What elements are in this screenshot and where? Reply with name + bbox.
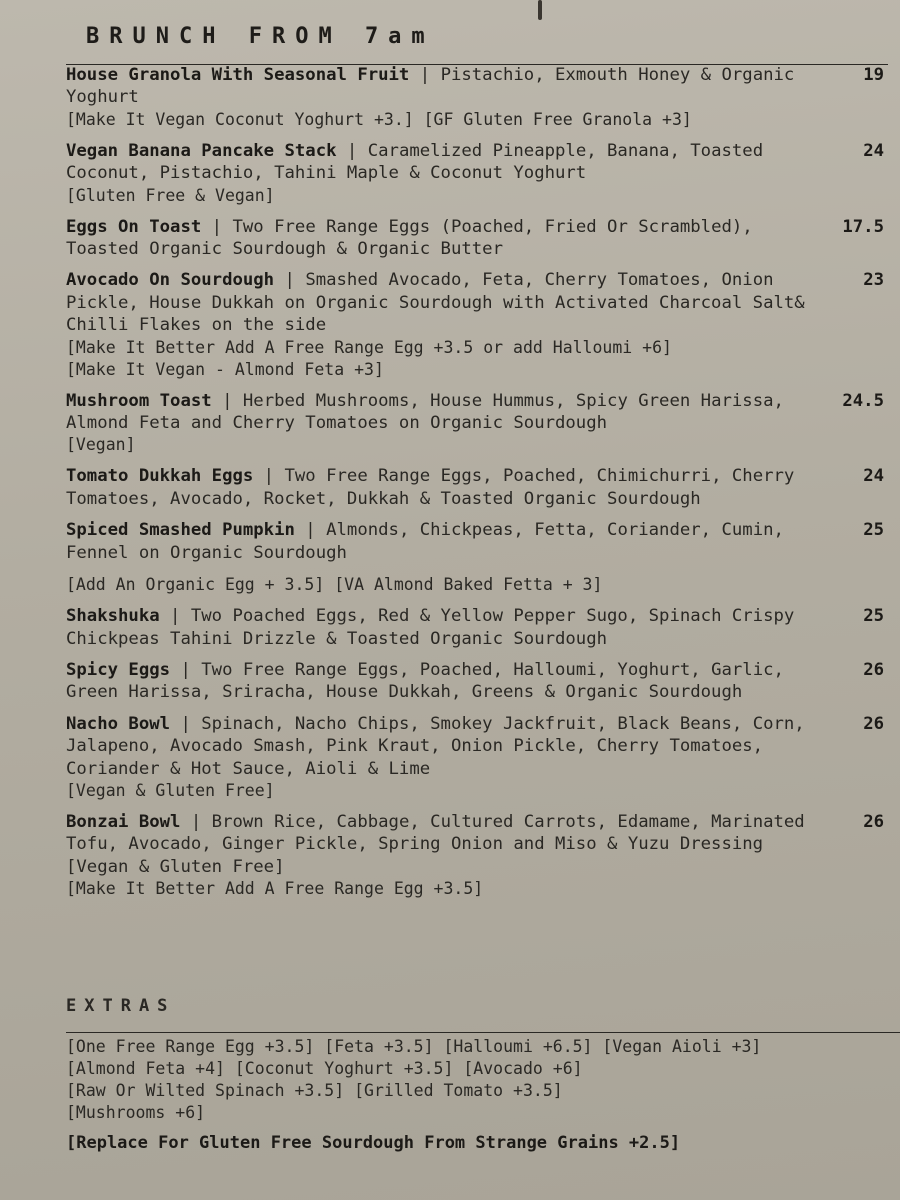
menu-item-note: [Gluten Free & Vegan] (66, 185, 275, 205)
menu-item-description: Two Free Range Eggs, Poached, Chimichurri, Cherry Tomatoes, Avocado, Rocket, Dukkah & Toasted Organic Sourdough (66, 466, 795, 509)
menu-item-price: 17.5 (842, 216, 884, 237)
name-separator: | (159, 606, 191, 627)
menu-item (66, 390, 900, 457)
menu-item-text (66, 811, 806, 878)
menu-item-name: Bonzai Bowl (66, 811, 181, 832)
menu-item-text (66, 64, 806, 109)
menu-item-price: 25 (863, 520, 884, 541)
menu-item (66, 605, 900, 650)
menu-item-price: 23 (863, 270, 884, 291)
menu-item (66, 269, 900, 380)
name-separator: | (170, 659, 202, 680)
menu-item (66, 465, 900, 510)
name-separator: | (336, 140, 368, 161)
menu-item-note: [Vegan] (66, 435, 136, 455)
menu-item (66, 811, 900, 900)
menu-item-name: Mushroom Toast (66, 390, 212, 411)
menu-item-note: [Add An Organic Egg + 3.5] [VA Almond Baked Fetta + 3] (66, 575, 603, 595)
menu-item-price: 24.5 (842, 390, 884, 411)
menu-item-text (66, 216, 806, 261)
menu-item-name: Vegan Banana Pancake Stack (66, 140, 337, 161)
paper-tear-mark (538, 0, 542, 20)
menu-item (66, 216, 900, 261)
menu-item-description: Spinach, Nacho Chips, Smokey Jackfruit, Black Beans, Corn, Jalapeno, Avocado Smash, Pink Kraut, Onion Pickle, Cherry Tomatoes, Coriander & Hot Sauce, Aioli & Lime (66, 713, 805, 779)
menu-item-description: Caramelized Pineapple, Banana, Toasted Coconut, Pistachio, Tahini Maple & Coconut Yoghurt (66, 140, 764, 184)
menu-item (66, 64, 900, 131)
menu-item-text (66, 659, 806, 704)
menu-item-text (66, 140, 806, 185)
menu-item-text (66, 390, 806, 435)
name-separator: | (201, 216, 233, 237)
gluten-free-replace-note: [Replace For Gluten Free Sourdough From Strange Grains +2.5] (66, 1133, 681, 1153)
menu-item-description: Smashed Avocado, Feta, Cherry Tomatoes, Onion Pickle, House Dukkah on Organic Sourdough with Activated Charcoal Salt& Chilli Flakes on the side (66, 270, 805, 336)
menu-item-description: Brown Rice, Cabbage, Cultured Carrots, Edamame, Marinated Tofu, Avocado, Ginger Pickle, Spring Onion and Miso & Yuzu Dressing [Vegan & Gluten Free] (66, 811, 805, 877)
menu-item-description: Two Free Range Eggs (Poached, Fried Or Scrambled), Toasted Organic Sourdough & Organic Butter (66, 216, 753, 260)
menu-item-name: Shakshuka (66, 606, 160, 627)
menu-item-description: Pistachio, Exmouth Honey & Organic Yoghurt (66, 65, 795, 108)
menu-item-note: [Make It Vegan Coconut Yoghurt +3.] [GF Gluten Free Granola +3] (66, 109, 692, 129)
menu-item-list (66, 64, 900, 909)
menu-item-name: Spicy Eggs (66, 659, 171, 680)
menu-item-name: House Granola With Seasonal Fruit (66, 65, 410, 85)
menu-item-description: Two Free Range Eggs, Poached, Halloumi, Yoghurt, Garlic, Green Harissa, Sriracha, House Dukkah, Greens & Organic Sourdough (66, 659, 784, 703)
menu-item-note: [Vegan & Gluten Free] (66, 780, 275, 800)
menu-item-description: Herbed Mushrooms, House Hummus, Spicy Green Harissa, Almond Feta and Cherry Tomatoes on Organic Sourdough (66, 390, 784, 434)
menu-item-price: 24 (863, 140, 884, 161)
menu-item-note: [Make It Better Add A Free Range Egg +3.5 or add Halloumi +6] [Make It Vegan - Almond Feta +3] (66, 337, 672, 379)
menu-item-description: Almonds, Chickpeas, Fetta, Coriander, Cumin, Fennel on Organic Sourdough (66, 520, 784, 563)
menu-title: BRUNCH FROM 7am (86, 24, 435, 49)
menu-item (66, 659, 900, 704)
name-separator: | (294, 520, 327, 541)
menu-item-name: Eggs On Toast (66, 216, 202, 237)
extras-title: EXTRAS (66, 996, 176, 1016)
menu-item-price: 26 (863, 811, 884, 832)
menu-item-description: Two Poached Eggs, Red & Yellow Pepper Sugo, Spinach Crispy Chickpeas Tahini Drizzle & Toasted Organic Sourdough (66, 606, 795, 649)
menu-item (66, 519, 900, 596)
menu-item-price: 24 (863, 466, 884, 487)
name-separator: | (180, 811, 212, 832)
menu-item-name: Spiced Smashed Pumpkin (66, 520, 295, 541)
name-separator: | (170, 713, 202, 734)
name-separator: | (274, 270, 306, 291)
menu-item-text (66, 465, 806, 510)
menu-item-note: [Make It Better Add A Free Range Egg +3.5] (66, 879, 484, 899)
extras-divider (66, 1032, 900, 1033)
menu-item-price: 26 (863, 713, 884, 734)
menu-item-name: Avocado On Sourdough (66, 270, 275, 291)
menu-item-price: 26 (863, 659, 884, 680)
menu-item-text (66, 713, 806, 780)
name-separator: | (211, 390, 243, 411)
menu-item (66, 140, 900, 207)
name-separator: | (409, 65, 441, 85)
menu-item (66, 713, 900, 802)
menu-item-text (66, 605, 806, 650)
menu-item-name: Tomato Dukkah Eggs (66, 466, 254, 487)
menu-item-price: 19 (863, 65, 884, 85)
menu-item-text (66, 269, 806, 336)
menu-item-price: 25 (863, 606, 884, 627)
menu-item-text (66, 519, 806, 564)
extras-list: [One Free Range Egg +3.5] [Feta +3.5] [Halloumi +6.5] [Vegan Aioli +3] [Almond Feta +4] [Coconut Yoghurt +3.5] [Avocado +6] [Raw Or Wilted Spinach +3.5] [Grilled Tomato +3.5] [Mushrooms +6] (66, 1037, 762, 1122)
name-separator: | (253, 466, 285, 487)
menu-item-name: Nacho Bowl (66, 713, 171, 734)
